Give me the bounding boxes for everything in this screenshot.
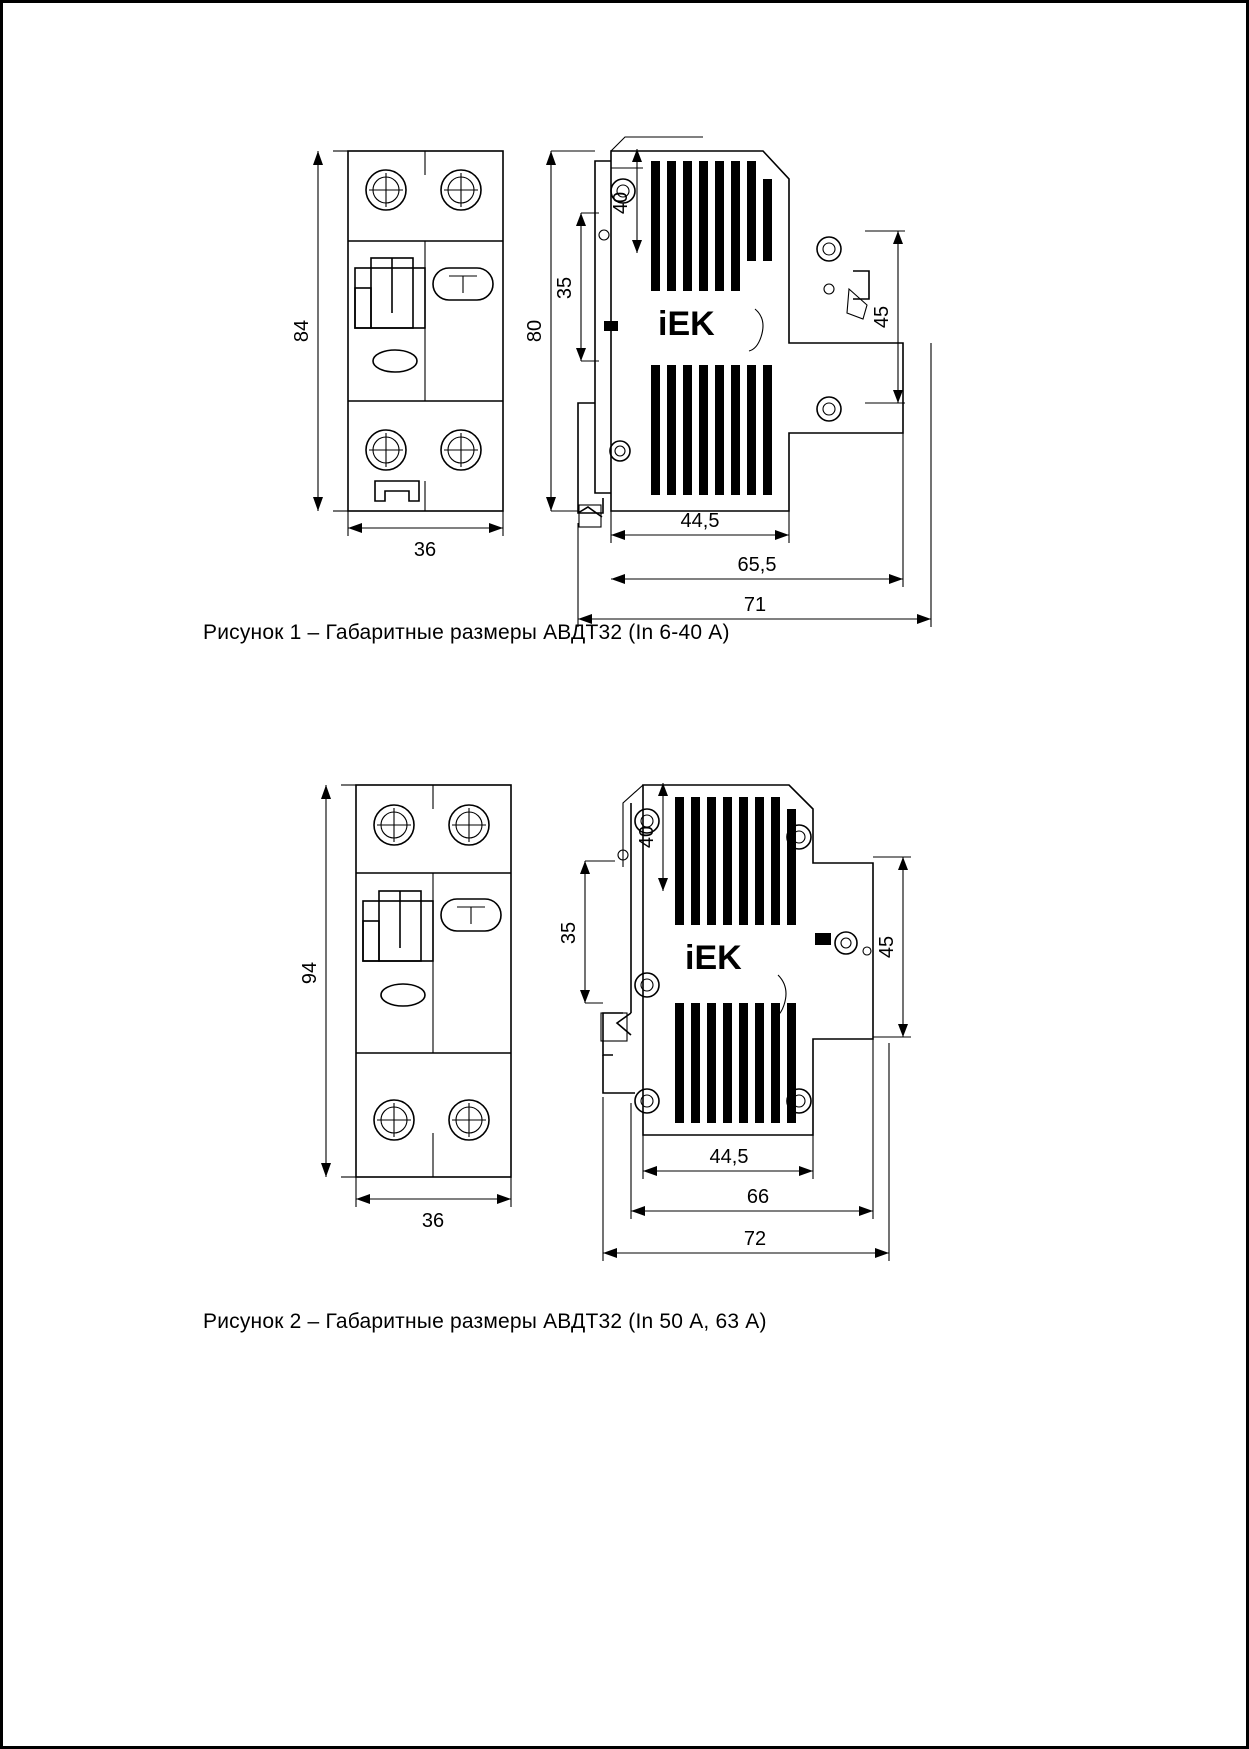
figure-1-drawing bbox=[3, 113, 1249, 673]
brand-logo-1: iEK bbox=[658, 305, 715, 343]
dim-side-40-2 bbox=[658, 783, 668, 891]
dim-side-80-1 bbox=[546, 151, 595, 511]
test-button-2 bbox=[441, 899, 501, 931]
front-view-1 bbox=[348, 151, 503, 511]
toggle-lever-2 bbox=[363, 891, 433, 961]
vent-slots-top-1 bbox=[651, 161, 772, 291]
screw-bottom-left-2 bbox=[374, 1100, 414, 1140]
screw-top-right-2 bbox=[449, 805, 489, 845]
toggle-lever bbox=[355, 258, 425, 328]
screw-top-left-2 bbox=[374, 805, 414, 845]
screw-bottom-right-2 bbox=[449, 1100, 489, 1140]
vent-slots-bottom-2 bbox=[675, 1003, 796, 1123]
figure-1-svg bbox=[3, 113, 1249, 673]
dim-label-45: 45 bbox=[871, 305, 893, 329]
dim-label-65-5: 65,5 bbox=[737, 554, 777, 576]
vent-slots-bottom-1 bbox=[651, 365, 772, 495]
dim-front-height-2 bbox=[321, 785, 356, 1177]
dim-label-40-2: 40 bbox=[636, 825, 658, 849]
dim-label-71: 71 bbox=[743, 594, 767, 616]
dim-label-80: 80 bbox=[524, 319, 546, 343]
dim-label-35-2: 35 bbox=[558, 921, 580, 945]
screw-top-left bbox=[366, 170, 406, 210]
test-button-1 bbox=[433, 268, 493, 300]
front-view-2 bbox=[356, 785, 511, 1177]
dim-label-72: 72 bbox=[743, 1228, 767, 1250]
brand-logo-2: iEK bbox=[685, 939, 742, 977]
dim-label-44-5-2: 44,5 bbox=[709, 1146, 749, 1168]
dim-label-66: 66 bbox=[746, 1186, 770, 1208]
figure-2-svg bbox=[3, 763, 1249, 1323]
dim-front-width-1 bbox=[348, 511, 503, 536]
dim-label-45-2: 45 bbox=[876, 935, 898, 959]
dim-label-94: 94 bbox=[299, 961, 321, 985]
dim-label-40: 40 bbox=[610, 191, 632, 215]
dim-front-height-1 bbox=[313, 151, 348, 511]
screw-top-right bbox=[441, 170, 481, 210]
dim-side-40-1 bbox=[632, 149, 642, 253]
figure-2-caption: Рисунок 2 – Габаритные размеры АВДТ32 (In 50 А, 63 А) bbox=[203, 1310, 767, 1333]
label-oval-1 bbox=[373, 350, 417, 372]
label-oval-2 bbox=[381, 984, 425, 1006]
dim-front-width-2 bbox=[356, 1177, 511, 1207]
dim-label-36-2: 36 bbox=[421, 1210, 445, 1232]
dim-label-36: 36 bbox=[413, 539, 437, 561]
vent-slots-top-2 bbox=[675, 797, 796, 925]
dim-side-35-2 bbox=[580, 861, 615, 1003]
screw-bottom-left bbox=[366, 430, 406, 470]
dim-label-44-5: 44,5 bbox=[680, 510, 720, 532]
figure-2-drawing bbox=[3, 763, 1249, 1323]
figure-1-caption: Рисунок 1 – Габаритные размеры АВДТ32 (In 6-40 А) bbox=[203, 621, 730, 644]
dim-label-35: 35 bbox=[554, 276, 576, 300]
dim-label-84: 84 bbox=[291, 319, 313, 343]
screw-bottom-right bbox=[441, 430, 481, 470]
